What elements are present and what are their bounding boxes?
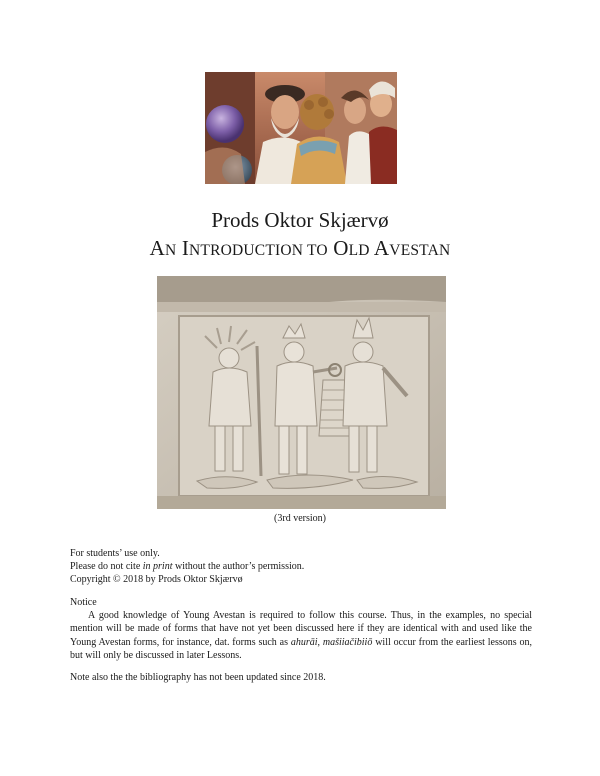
notice-text-a: A good knowledge of Young Avestan is required to follow this course. Thus, in the examples, no special mention will be made of forms that have not yet been discussed here if they are identical with and used like the Young Avestan forms, for instance, dat. forms such as — [70, 610, 532, 648]
notice-paragraph — [70, 609, 532, 662]
rock-relief-photo — [157, 276, 446, 509]
title-rest-3: LD — [348, 242, 370, 259]
notice-italic-2: mašiiačibiiō — [322, 636, 373, 648]
title-rest-2: NTRODUCTION TO — [189, 242, 328, 259]
title-rest-4: VESTAN — [389, 242, 451, 259]
notice-text-b: , — [317, 636, 323, 648]
painting-illustration — [205, 72, 397, 184]
citation-text-a: Please do not cite — [70, 561, 143, 572]
image-caption: (3rd version) — [274, 513, 326, 524]
citation-text-b: without the author’s permission. — [172, 561, 305, 572]
title-cap-4: A — [373, 236, 390, 260]
bibliography-note: Note also the the bibliography has not been updated since 2018. — [70, 672, 326, 683]
book-title — [0, 236, 600, 261]
title-rest-1: N — [164, 242, 177, 259]
notice-heading: Notice — [70, 597, 97, 608]
citation-line — [70, 561, 304, 572]
copyright-line: Copyright © 2018 by Prods Oktor Skjærvø — [70, 574, 243, 585]
title-cap-1: A — [149, 236, 165, 260]
cover-painting — [205, 72, 397, 184]
author-name: Prods Oktor Skjærvø — [211, 208, 389, 232]
students-use-line: For students’ use only. — [70, 548, 160, 559]
notice-text-c: will occur from the earliest lessons on, but will only be discussed in later Lessons. — [70, 636, 533, 661]
title-cap-2: I — [181, 236, 190, 260]
relief-illustration — [157, 276, 446, 509]
title-cap-3: O — [333, 236, 349, 260]
notice-italic-1: ahurāi — [290, 636, 318, 648]
citation-italic: in print — [142, 561, 173, 572]
